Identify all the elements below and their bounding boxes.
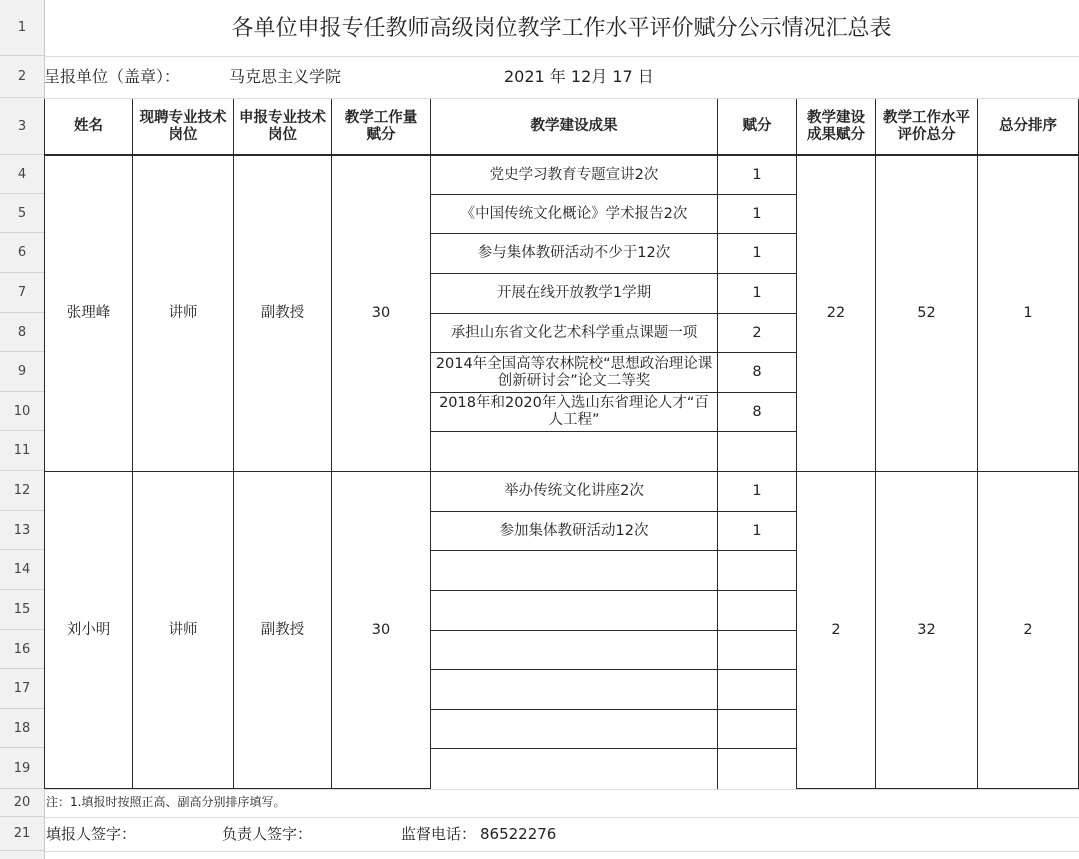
grid-line	[44, 789, 1079, 790]
achievement-item[interactable]: 承担山东省文化艺术科学重点课题一项	[430, 313, 718, 353]
table-title: 各单位申报专任教师高级岗位教学工作水平评价赋分公示情况汇总表	[231, 15, 892, 41]
row-number[interactable]: 3	[0, 98, 44, 155]
achievement-score[interactable]	[717, 630, 797, 670]
phone-number: 86522276	[480, 824, 557, 843]
row-number[interactable]: 13	[0, 511, 44, 550]
row-number[interactable]: 15	[0, 590, 44, 630]
grid-line	[44, 98, 1079, 99]
achievement-score[interactable]: 1	[717, 273, 797, 314]
achievement-score[interactable]	[717, 748, 797, 790]
achievement-item[interactable]: 举办传统文化讲座2次	[430, 471, 718, 512]
row-header-column	[0, 0, 45, 859]
row-number[interactable]: 18	[0, 709, 44, 748]
row-number[interactable]: 10	[0, 392, 44, 431]
filler-signature-label: 填报人签字：	[46, 824, 137, 843]
achievement-score[interactable]: 2	[717, 313, 797, 353]
header-evaluation-total[interactable]: 教学工作水平评价总分	[875, 98, 978, 155]
report-date: 2021 年 12月 17 日	[504, 66, 654, 86]
achievement-score[interactable]: 1	[717, 511, 797, 551]
row-number[interactable]: 6	[0, 233, 44, 273]
achievement-item[interactable]: 参与集体教研活动不少于12次	[430, 233, 718, 274]
header-score[interactable]: 赋分	[717, 98, 797, 155]
achievement-score[interactable]: 1	[717, 233, 797, 274]
unit-name: 马克思主义学院	[229, 66, 342, 86]
achievement-score[interactable]: 1	[717, 155, 797, 195]
row-number[interactable]: 16	[0, 630, 44, 669]
achievement-item[interactable]	[430, 709, 718, 749]
achievement-score[interactable]	[717, 590, 797, 631]
row-number[interactable]: 11	[0, 431, 44, 471]
achievement-score[interactable]	[717, 431, 797, 472]
row-number[interactable]: 9	[0, 352, 44, 392]
achievement-item[interactable]: 党史学习教育专题宣讲2次	[430, 155, 718, 195]
header-name[interactable]: 姓名	[44, 98, 133, 155]
teacher-rank[interactable]: 2	[977, 471, 1079, 789]
grid-line	[44, 817, 1079, 818]
row-number[interactable]: 2	[0, 56, 44, 98]
achievement-item[interactable]: 参加集体教研活动12次	[430, 511, 718, 551]
achievement-item[interactable]	[430, 550, 718, 591]
header-applied-post[interactable]: 申报专业技术岗位	[233, 98, 332, 155]
achievement-item[interactable]: 《中国传统文化概论》学术报告2次	[430, 194, 718, 234]
achievement-score[interactable]	[717, 669, 797, 710]
teacher-achievement-total[interactable]: 2	[796, 471, 876, 789]
note: 注：1.填报时按照正高、副高分别排序填写。	[46, 794, 286, 809]
header-rank[interactable]: 总分排序	[977, 98, 1079, 155]
achievement-item[interactable]: 2014年全国高等农林院校“思想政治理论课创新研讨会”论文二等奖	[430, 352, 718, 393]
achievement-item[interactable]	[430, 748, 718, 790]
achievement-item[interactable]: 开展在线开放教学1学期	[430, 273, 718, 314]
row-number[interactable]: 1	[0, 0, 44, 56]
header-achievements[interactable]: 教学建设成果	[430, 98, 718, 155]
unit-label: 呈报单位（盖章）：	[44, 66, 181, 86]
achievement-item[interactable]: 2018年和2020年入选山东省理论人才“百人工程”	[430, 392, 718, 432]
teacher-achievement-total[interactable]: 22	[796, 155, 876, 472]
achievement-item[interactable]	[430, 431, 718, 472]
row-number[interactable]: 17	[0, 669, 44, 709]
achievement-score[interactable]: 1	[717, 471, 797, 512]
achievement-item[interactable]	[430, 630, 718, 670]
achievement-score[interactable]	[717, 709, 797, 749]
teacher-name[interactable]: 刘小明	[44, 471, 133, 789]
row-number[interactable]: 4	[0, 155, 44, 194]
teacher-applied-post[interactable]: 副教授	[233, 155, 332, 472]
row-number[interactable]: 12	[0, 471, 44, 511]
teacher-workload-score[interactable]: 30	[331, 471, 431, 789]
achievement-score[interactable]: 8	[717, 352, 797, 393]
row-number[interactable]: 14	[0, 550, 44, 590]
leader-signature-label: 负责人签字：	[222, 824, 313, 843]
teacher-workload-score[interactable]: 30	[331, 155, 431, 472]
row-number[interactable]: 19	[0, 748, 44, 789]
achievement-score[interactable]: 8	[717, 392, 797, 432]
teacher-evaluation-total[interactable]: 52	[875, 155, 978, 472]
achievement-score[interactable]: 1	[717, 194, 797, 234]
grid-line	[44, 56, 1079, 57]
achievement-item[interactable]	[430, 669, 718, 710]
teacher-current-post[interactable]: 讲师	[132, 471, 234, 789]
teacher-rank[interactable]: 1	[977, 155, 1079, 472]
achievement-score[interactable]	[717, 550, 797, 591]
grid-line	[44, 851, 1079, 852]
row-number[interactable]: 5	[0, 194, 44, 233]
phone-label: 监督电话：	[401, 824, 477, 843]
teacher-evaluation-total[interactable]: 32	[875, 471, 978, 789]
header-current-post[interactable]: 现聘专业技术岗位	[132, 98, 234, 155]
row-number[interactable]: 21	[0, 817, 44, 851]
row-number[interactable]: 8	[0, 313, 44, 352]
header-achievement-total[interactable]: 教学建设成果赋分	[796, 98, 876, 155]
achievement-item[interactable]	[430, 590, 718, 631]
teacher-applied-post[interactable]: 副教授	[233, 471, 332, 789]
row-number[interactable]: 7	[0, 273, 44, 313]
teacher-current-post[interactable]: 讲师	[132, 155, 234, 472]
row-number[interactable]: 20	[0, 789, 44, 817]
header-workload-score[interactable]: 教学工作量赋分	[331, 98, 431, 155]
teacher-name[interactable]: 张理峰	[44, 155, 133, 472]
